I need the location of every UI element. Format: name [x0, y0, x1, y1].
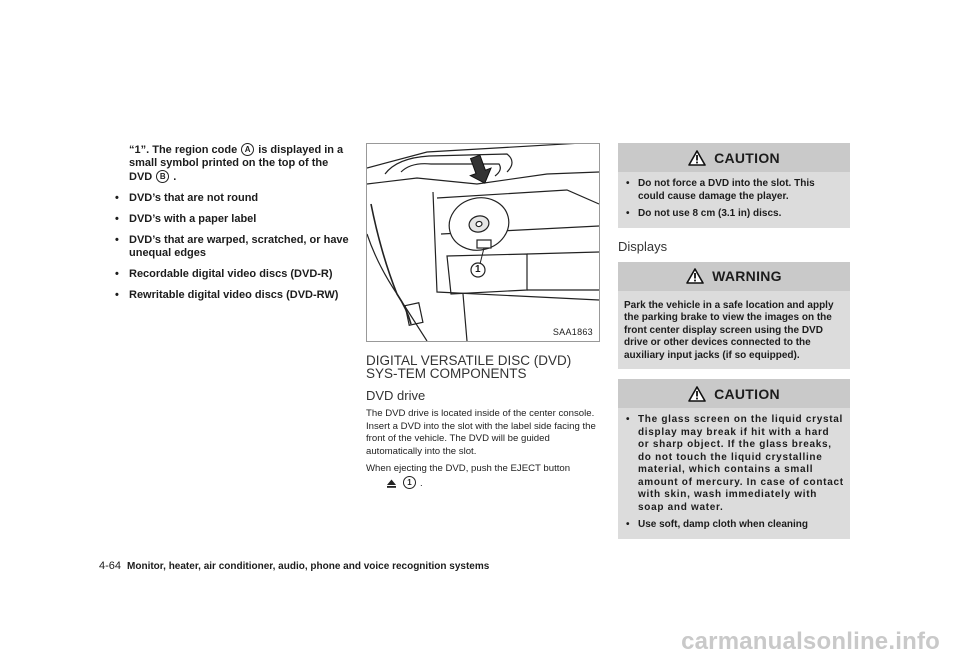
- page-number: 4-64: [99, 560, 122, 572]
- eject-icon: [386, 479, 397, 493]
- bullet-icon: •: [115, 234, 119, 246]
- list-item: [113, 192, 349, 205]
- warning-triangle-icon: [688, 150, 706, 166]
- list-item: [624, 414, 844, 514]
- list-item-text: DVD’s with a paper label: [129, 213, 257, 225]
- list-item-text: DVD’s that are warped, scratched, or have unequal edges: [129, 234, 349, 259]
- dvd-drive-illustration: [366, 143, 600, 342]
- bullet-icon: •: [115, 192, 119, 204]
- bullet-icon: •: [626, 414, 630, 425]
- marker-b: B: [156, 170, 169, 183]
- body-paragraph-1: The DVD drive is located inside of the center console. Insert a DVD into the slot with the label side facing the front of the vehicle. The DVD will be guided automatically into the slot.: [366, 408, 596, 457]
- subsection-title: DVD drive: [366, 388, 426, 403]
- intro-text-3: .: [173, 171, 177, 183]
- warning-title: WARNING: [712, 268, 782, 284]
- list-item: [113, 268, 349, 281]
- bullet-icon: •: [115, 268, 119, 280]
- marker-a: A: [241, 143, 254, 156]
- caution-body: [618, 172, 850, 228]
- bullet-icon: •: [626, 208, 630, 219]
- chapter-title: Monitor, heater, air conditioner, audio, phone and voice recognition systems: [127, 561, 490, 572]
- figure-callout-1: 1: [475, 264, 481, 275]
- bullet-icon: •: [115, 289, 119, 301]
- right-column: [618, 143, 850, 539]
- list-item-text: Recordable digital video discs (DVD-R): [129, 268, 333, 280]
- figure-code: SAA1863: [552, 327, 593, 337]
- warning-header: [618, 262, 850, 291]
- warning-triangle-icon: [686, 268, 704, 284]
- left-column: [113, 143, 349, 302]
- list-item: [624, 208, 844, 221]
- section-title: DIGITAL VERSATILE DISC (DVD) SYS-TEM COMPONENTS: [366, 353, 572, 381]
- list-item: [113, 289, 349, 302]
- eject-end: .: [420, 477, 423, 489]
- eject-line: [366, 476, 598, 493]
- list-item-text: DVD’s that are not round: [129, 192, 259, 204]
- bullet-icon: •: [626, 519, 630, 530]
- warning-text: Park the vehicle in a safe location and apply the parking brake to view the images on the front center display screen using the DVD drive or other devices connected to the auxiliary input jacks (if so equipped).: [624, 299, 834, 361]
- console-drawing: [367, 144, 599, 341]
- caution-title: CAUTION: [714, 149, 780, 166]
- intro-text-1: “1”. The region code: [129, 144, 238, 156]
- caution-body: [618, 408, 850, 539]
- intro-paragraph: [113, 143, 349, 184]
- marker-1: 1: [403, 476, 416, 489]
- caution-box-2: [618, 379, 850, 539]
- list-item: [113, 213, 349, 226]
- watermark: carmanualsonline.info: [681, 628, 940, 655]
- intro-text-2: is displayed in a small symbol printed on the top of the DVD: [129, 144, 344, 183]
- caution-header: [618, 379, 850, 408]
- eject-instruction: When ejecting the DVD, push the EJECT button: [366, 463, 571, 474]
- warning-triangle-icon: [688, 386, 706, 402]
- warning-box: [618, 262, 850, 370]
- list-item-text: Do not force a DVD into the slot. This could cause damage the player.: [638, 178, 815, 202]
- list-item-text: Do not use 8 cm (3.1 in) discs.: [638, 208, 782, 219]
- list-item-text: Rewritable digital video discs (DVD-RW): [129, 289, 339, 301]
- middle-column: [366, 143, 598, 492]
- list-item: [624, 178, 844, 203]
- body-paragraph-2: [366, 463, 598, 492]
- caution-box-1: [618, 143, 850, 228]
- displays-heading: Displays: [618, 238, 668, 254]
- list-item: [113, 234, 349, 260]
- bullet-icon: •: [115, 213, 119, 225]
- caution-title: CAUTION: [714, 385, 780, 402]
- list-item-text: The glass screen on the liquid crystal display may break if hit with a hard or sharp object. If the glass breaks, do not touch the liquid crystalline material, which contains a small amount of mercury. In case of contact with skin, wash immediately with soap and water.: [638, 414, 844, 513]
- page-footer: [99, 560, 489, 572]
- list-item-text: Use soft, damp cloth when cleaning: [638, 519, 809, 530]
- caution-header: [618, 143, 850, 172]
- bullet-icon: •: [626, 178, 630, 189]
- list-item: [624, 519, 844, 532]
